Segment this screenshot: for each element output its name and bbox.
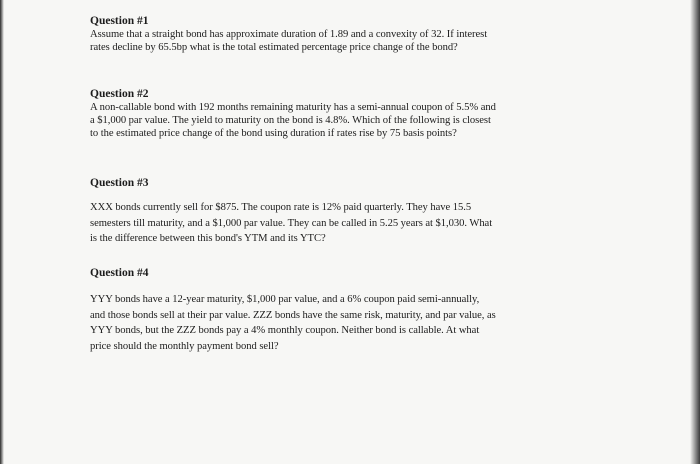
question-3-heading: Question #3 [90, 177, 149, 189]
question-2 [90, 87, 610, 140]
question-4-heading-block [90, 266, 610, 280]
question-1-line-1: Assume that a straight bond has approximate duration of 1.89 and a convexity of 32. If interest [90, 29, 488, 40]
question-1-line-2: rates decline by 65.5bp what is the total estimated percentage price change of the bond? [90, 42, 458, 53]
question-3-heading-block [90, 176, 610, 190]
question-1 [90, 14, 610, 54]
question-4-line-3: YYY bonds, but the ZZZ bonds pay a 4% monthly coupon. Neither bond is callable. At what [90, 325, 480, 336]
question-1-heading: Question #1 [90, 15, 149, 27]
question-2-line-1: A non-callable bond with 192 months remaining maturity has a semi-annual coupon of 5.5% and [90, 102, 496, 113]
photo-edge-left [0, 0, 4, 464]
question-4-line-2: and those bonds sell at their par value. ZZZ bonds have the same risk, maturity, and par value, as [90, 309, 496, 321]
question-4-heading: Question #4 [90, 267, 149, 279]
question-3 [90, 200, 610, 247]
question-3-line-3: is the difference between this bond's YTM and its YTC? [90, 233, 326, 244]
question-2-line-3: to the estimated price change of the bond using duration if rates rise by 75 basis points? [90, 128, 457, 139]
question-3-line-1: XXX bonds currently sell for $875. The coupon rate is 12% paid quarterly. They have 15.5 [90, 202, 472, 213]
question-4-line-4: price should the monthly payment bond sell? [90, 340, 279, 352]
question-3-line-2: semesters till maturity, and a $1,000 par value. They can be called in 5.25 years at $1,030. What [90, 217, 493, 229]
question-2-heading: Question #2 [90, 88, 149, 100]
question-4-line-1: YYY bonds have a 12-year maturity, $1,000 par value, and a 6% coupon paid semi-annually, [90, 294, 480, 305]
question-4 [90, 292, 610, 354]
photo-edge-right [690, 0, 700, 464]
question-2-line-2: a $1,000 par value. The yield to maturity on the bond is 4.8%. Which of the following is closest [90, 115, 491, 126]
